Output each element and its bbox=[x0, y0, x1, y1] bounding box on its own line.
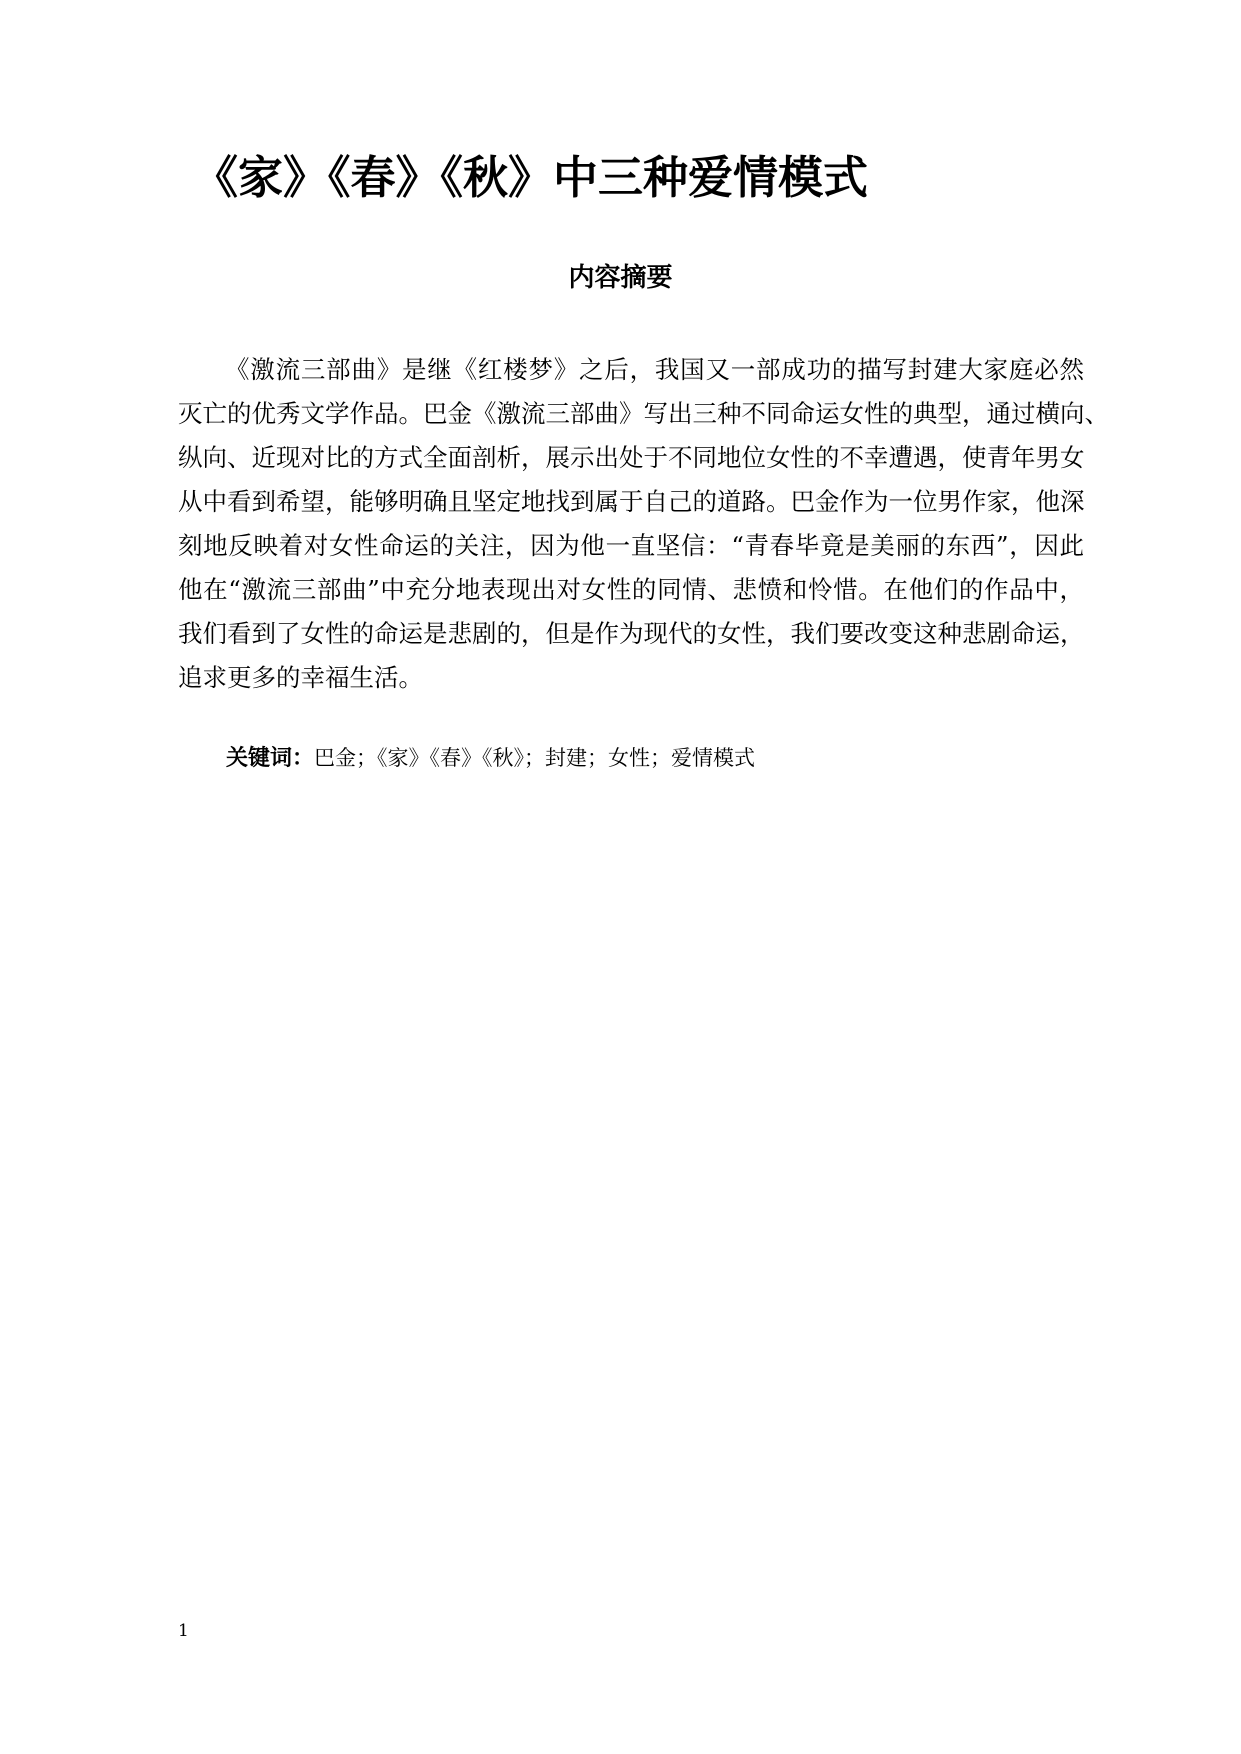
abstract-line: 我们看到了女性的命运是悲剧的，但是作为现代的女性，我们要改变这种悲剧命运， bbox=[178, 619, 1085, 648]
document-title: 《家》《春》《秋》中三种爱情模式 bbox=[193, 151, 869, 204]
abstract-line: 刻地反映着对女性命运的关注，因为他一直坚信：“青春毕竟是美丽的东西”，因此 bbox=[178, 531, 1084, 560]
abstract-line: 追求更多的幸福生活。 bbox=[178, 663, 423, 692]
abstract-line: 灭亡的优秀文学作品。巴金《激流三部曲》写出三种不同命运女性的典型，通过横向、 bbox=[178, 399, 1109, 428]
abstract-line: 纵向、近现对比的方式全面剖析，展示出处于不同地位女性的不幸遭遇，使青年男女 bbox=[178, 443, 1085, 472]
abstract-line: 他在“激流三部曲”中充分地表现出对女性的同情、悲愤和怜惜。在他们的作品中， bbox=[178, 575, 1084, 604]
abstract-heading: 内容摘要 bbox=[568, 263, 673, 293]
keywords-text: 巴金；《家》《春》《秋》；封建；女性；爱情模式 bbox=[314, 746, 756, 770]
abstract-line: 从中看到希望，能够明确且坚定地找到属于自己的道路。巴金作为一位男作家，他深 bbox=[178, 487, 1085, 516]
keywords bbox=[226, 742, 755, 775]
page-number: 1 bbox=[178, 1621, 189, 1641]
abstract-line: 《激流三部曲》是继《红楼梦》之后，我国又一部成功的描写封建大家庭必然 bbox=[225, 355, 1084, 384]
abstract-body bbox=[178, 348, 1109, 700]
keywords-label: 关键词： bbox=[226, 746, 315, 771]
